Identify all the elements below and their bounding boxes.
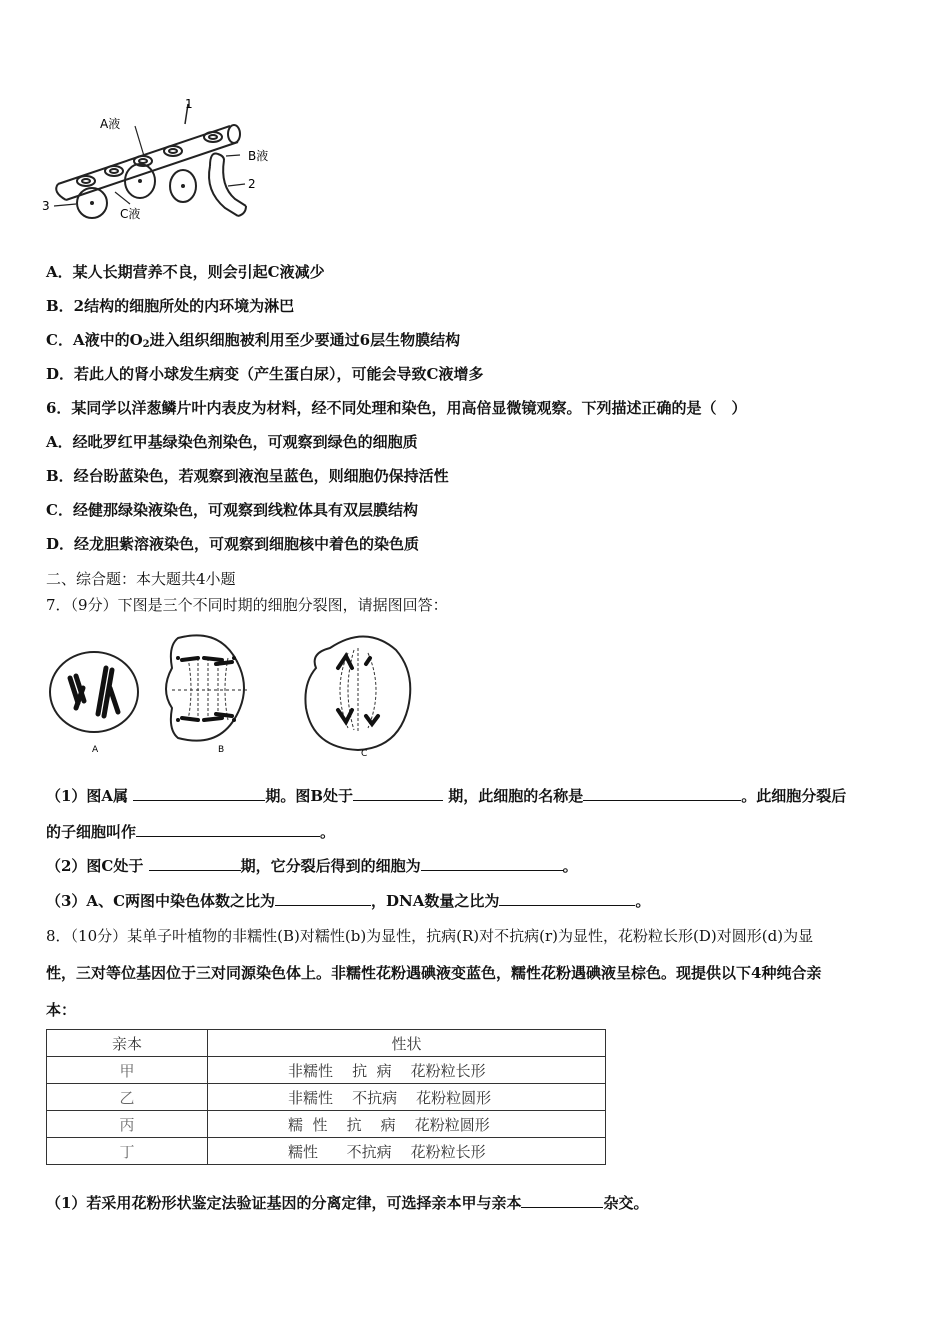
q7-sub3-text-b: ，DNA数量之比为	[371, 892, 500, 910]
label-a: A液	[100, 117, 121, 131]
table-row	[47, 1057, 606, 1084]
q7-sub1-text-e: 的子细胞叫作	[46, 823, 137, 841]
q6-option-b: B．经台盼蓝染色，若观察到液泡呈蓝色，则细胞仍保持活性	[46, 467, 449, 485]
q7-sub3-text-c: 。	[635, 892, 651, 910]
table-cell-parent: 乙	[47, 1084, 208, 1111]
q8-stem-1: 8．（10分）某单子叶植物的非糯性(B)对糯性(b)为显性，抗病(R)对不抗病(r)为显性，花粉粒长形(D)对圆形(d)为显	[46, 927, 814, 945]
q5-option-c-head: C．A液中的O	[46, 331, 143, 349]
fig-label-b: B	[218, 745, 225, 755]
q7-sub1-line1	[46, 785, 846, 806]
parents-table	[46, 1029, 606, 1165]
q6-option-d: D．经龙胆紫溶液染色，可观察到细胞核中着色的染色质	[46, 535, 420, 553]
table-header: 亲本	[47, 1030, 208, 1057]
label-3: 3	[42, 199, 50, 213]
table-cell-parent: 丙	[47, 1111, 208, 1138]
label-2: 2	[248, 177, 256, 191]
section-title: 二、综合题：本大题共4小题	[46, 570, 236, 588]
q8-line3: 本：	[46, 1001, 77, 1019]
answer-blank[interactable]	[521, 1193, 603, 1208]
q7-sub1-text-d: 。此细胞分裂后	[741, 787, 847, 805]
q6-option-c: C．经健那绿染液染色，可观察到线粒体具有双层膜结构	[46, 501, 418, 519]
table-cell-traits: 非糯性 不抗病 花粉粒圆形	[208, 1084, 606, 1111]
table-cell-parent: 甲	[47, 1057, 208, 1084]
q5-option-c-subscript: 2	[142, 339, 150, 350]
answer-blank[interactable]	[275, 891, 371, 906]
q5-option-c-rest: 进入组织细胞被利用至少要通过6层生物膜结构	[149, 331, 461, 349]
fig-label-a: A	[92, 745, 99, 755]
q7-sub3	[46, 890, 650, 911]
table-cell-traits: 糯性 不抗病 花粉粒长形	[208, 1138, 606, 1165]
q7-sub1-text-c: 期，此细胞的名称是	[448, 787, 584, 805]
answer-blank[interactable]	[136, 822, 320, 837]
q7-sub1-text-b: 期。图B处于	[265, 787, 353, 805]
q7-sub2-text-b: 期，它分裂后得到的细胞为	[240, 857, 421, 875]
tissue-fluid-diagram	[40, 96, 290, 231]
q5-option-b: B．2结构的细胞所处的内环境为淋巴	[46, 297, 295, 315]
q6-option-a: A．经吡罗红甲基绿染色剂染色，可观察到绿色的细胞质	[46, 433, 418, 451]
q5-option-a: A．某人长期营养不良，则会引起C液减少	[46, 263, 325, 281]
q8-sub1	[46, 1192, 648, 1213]
answer-blank[interactable]	[583, 786, 741, 801]
fig-label-c: C	[361, 749, 368, 759]
q7-sub3-text-a: （3）A、C两图中染色体数之比为	[46, 892, 276, 910]
q7-sub2	[46, 855, 578, 876]
q6-stem: 6．某同学以洋葱鳞片叶内表皮为材料，经不同处理和染色，用高倍显微镜观察。下列描述正确的是（ ）	[46, 399, 747, 417]
answer-blank[interactable]	[499, 891, 635, 906]
q7-stem: 7．（9分）下图是三个不同时期的细胞分裂图，请据图回答：	[46, 596, 448, 614]
table-cell-traits: 非糯性 抗 病 花粉粒长形	[208, 1057, 606, 1084]
table-cell-parent: 丁	[47, 1138, 208, 1165]
q8-line2: 性，三对等位基因位于三对同源染色体上。非糯性花粉遇碘液变蓝色，糯性花粉遇碘液呈棕色。现提供以下4种纯合亲	[46, 964, 822, 982]
q7-sub1-text-a: （1）图A属	[46, 787, 129, 805]
q8-line1	[46, 925, 813, 946]
table-row	[47, 1084, 606, 1111]
table-header-row	[47, 1030, 606, 1057]
answer-blank[interactable]	[133, 786, 265, 801]
label-c: C液	[120, 207, 141, 221]
table-header: 性状	[208, 1030, 606, 1057]
label-b: B液	[248, 149, 269, 163]
q7-sub1-text-f: 。	[320, 823, 336, 841]
q5-option-c	[46, 329, 460, 350]
label-1: 1	[185, 97, 193, 111]
q8-sub1-text-a: （1）若采用花粉形状鉴定法验证基因的分离定律，可选择亲本甲与亲本	[46, 1194, 522, 1212]
q8-sub1-text-b: 杂交。	[603, 1194, 649, 1212]
q7-sub2-text-a: （2）图C处于	[46, 857, 144, 875]
table-row	[47, 1111, 606, 1138]
table-row	[47, 1138, 606, 1165]
cell-division-figures	[48, 628, 420, 758]
q7-sub2-text-c: 。	[562, 857, 578, 875]
q5-option-d: D．若此人的肾小球发生病变（产生蛋白尿），可能会导致C液增多	[46, 365, 484, 383]
answer-blank[interactable]	[353, 786, 443, 801]
answer-blank[interactable]	[421, 856, 563, 871]
table-cell-traits: 糯 性 抗 病 花粉粒圆形	[208, 1111, 606, 1138]
q7-sub1-line2	[46, 821, 335, 842]
answer-blank[interactable]	[149, 856, 241, 871]
